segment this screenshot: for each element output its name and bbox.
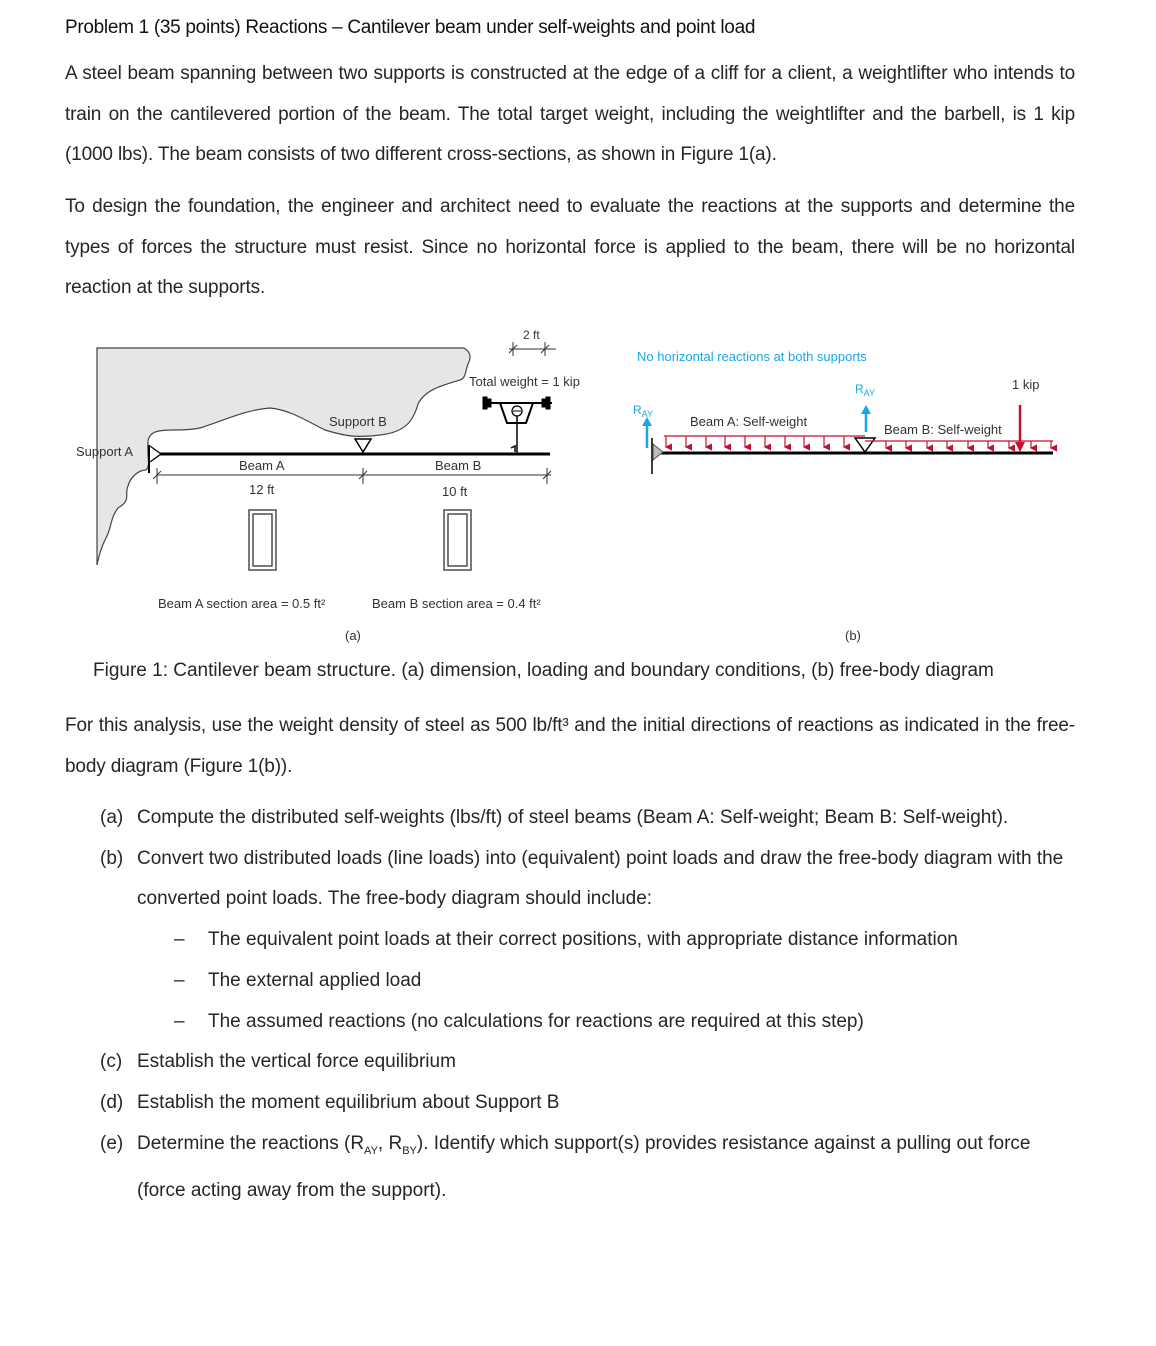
task-c bbox=[100, 1042, 1075, 1083]
problem-title: Problem 1 (35 points) Reactions – Cantilever beam under self-weights and point load bbox=[65, 17, 756, 38]
point-load-arrow bbox=[1015, 405, 1025, 452]
beam-b-label: Beam B bbox=[435, 458, 482, 473]
dash-icon: – bbox=[174, 1010, 185, 1032]
reaction-b-label: $R_{AY}$ bbox=[855, 382, 876, 398]
task-label: (c) bbox=[100, 1051, 123, 1073]
beam-a-distributed-load bbox=[664, 436, 865, 447]
beam-b-load-label: Beam B: Self-weight bbox=[884, 422, 1002, 437]
task-a bbox=[100, 798, 1075, 839]
task-e bbox=[100, 1124, 1075, 1212]
task-list bbox=[100, 798, 1075, 1212]
analysis-note: For this analysis, use the weight density of steel as 500 lb/ft³ and the initial directions of reactions as indicated in the free-body diagram (Figure 1(b)). bbox=[65, 715, 1075, 777]
support-a-label: Support A bbox=[76, 444, 134, 459]
task-text: Compute the distributed self-weights (lbs/ft) of steel beams (Beam A: Self-weight; Beam B: Self-weight). bbox=[137, 807, 1009, 828]
figure-1 bbox=[0, 320, 1156, 650]
beam-a-section bbox=[249, 510, 276, 570]
fbd-support-a bbox=[653, 444, 663, 460]
task-label: (e) bbox=[100, 1132, 124, 1154]
figure-caption: Figure 1: Cantilever beam structure. (a) dimension, loading and boundary conditions, (b) free-body diagram bbox=[93, 660, 994, 681]
beam-a-length: 12 ft bbox=[249, 482, 275, 497]
task-label: (b) bbox=[100, 847, 124, 869]
total-weight-label: Total weight = 1 kip bbox=[469, 374, 580, 389]
task-b-bullet: – The external applied load bbox=[100, 961, 1075, 1002]
task-label: (d) bbox=[100, 1091, 124, 1113]
beam-a-label: Beam A bbox=[239, 458, 285, 473]
beam-b-length: 10 ft bbox=[442, 484, 468, 499]
load-offset-label: 2 ft bbox=[523, 328, 540, 342]
task-b-bullet: – The assumed reactions (no calculations for reactions are required at this step) bbox=[100, 1002, 1075, 1043]
intro-paragraph: A steel beam spanning between two supports is constructed at the edge of a cliff for a client, a weightlifter who intends to train on the cantilevered portion of the beam. The total target weight, including the weightlifter and the barbell, is 1 kip (1000 lbs). The beam consists of two different cross-sections, as shown in Figure 1(a). bbox=[65, 63, 1075, 165]
reaction-b-arrow bbox=[861, 405, 871, 432]
task-b-bullet: – The equivalent point loads at their correct positions, with appropriate distance information bbox=[100, 920, 1075, 961]
beam-a-load-label: Beam A: Self-weight bbox=[690, 414, 808, 429]
figure-b-label: (b) bbox=[845, 628, 861, 643]
task-text: Determine the reactions ($R_{AY}$, $R_{BY}$). Identify which support(s) provides resistance against a pulling out force (force acting away from the support). bbox=[137, 1132, 1031, 1202]
reaction-a-arrow bbox=[642, 417, 652, 448]
beam-b-section bbox=[444, 510, 471, 570]
dash-icon: – bbox=[174, 969, 185, 991]
task-b bbox=[100, 839, 1075, 920]
support-b-symbol bbox=[355, 439, 371, 452]
reaction-a-label: $R_{AY}$ bbox=[633, 403, 654, 419]
dash-icon: – bbox=[174, 929, 185, 951]
point-load-label: 1 kip bbox=[1012, 377, 1040, 392]
beam-a-area-label: Beam A section area = 0.5 ft² bbox=[158, 596, 326, 611]
foundation-paragraph: To design the foundation, the engineer and architect need to evaluate the reactions at the supports and determine the types of forces the structure must resist. Since no horizontal force is applied to the beam, there will be no horizontal reaction at the supports. bbox=[65, 196, 1075, 298]
weightlifter-icon bbox=[483, 397, 552, 453]
beam-b-area-label: Beam B section area = 0.4 ft² bbox=[372, 596, 541, 611]
task-d bbox=[100, 1083, 1075, 1124]
no-horizontal-note: No horizontal reactions at both supports bbox=[637, 349, 867, 364]
fbd-support-b bbox=[855, 438, 875, 452]
figure-a-label: (a) bbox=[345, 628, 361, 643]
task-text: Convert two distributed loads (line loads) into (equivalent) point loads and draw the free-body diagram with the converted point loads. The free-body diagram should include: bbox=[137, 847, 1064, 910]
task-text: Establish the vertical force equilibrium bbox=[137, 1051, 456, 1073]
task-text: Establish the moment equilibrium about Support B bbox=[137, 1091, 560, 1113]
support-b-label: Support B bbox=[329, 414, 387, 429]
support-a-symbol bbox=[149, 445, 161, 473]
task-label: (a) bbox=[100, 807, 124, 828]
